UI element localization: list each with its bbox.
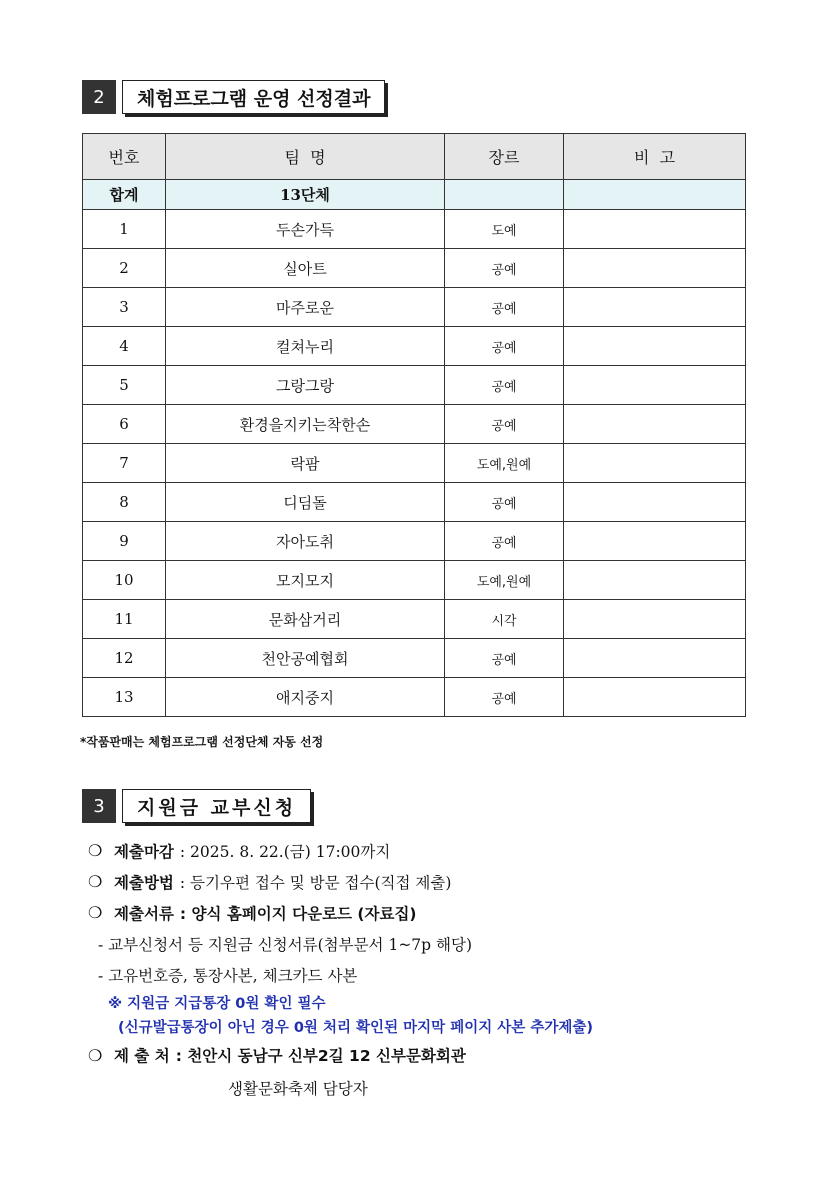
doc-item xyxy=(88,928,788,959)
row-number: 9 xyxy=(83,522,166,561)
header-remarks: 비 고 xyxy=(564,134,746,180)
row-number: 4 xyxy=(83,327,166,366)
row-remarks xyxy=(564,678,746,717)
circle-bullet-icon: ❍ xyxy=(88,903,103,922)
row-team-name: 모지모지 xyxy=(166,561,445,600)
row-number: 12 xyxy=(83,639,166,678)
warning-line-2 xyxy=(88,1014,788,1038)
row-team-name: 실아트 xyxy=(166,249,445,288)
row-team-name: 마주로운 xyxy=(166,288,445,327)
total-value: 13단체 xyxy=(166,180,445,210)
circle-bullet-icon: ❍ xyxy=(88,872,103,891)
row-genre: 공예 xyxy=(445,327,564,366)
row-number: 7 xyxy=(83,444,166,483)
table-row xyxy=(83,522,746,561)
section-2-header xyxy=(82,80,385,114)
row-remarks xyxy=(564,483,746,522)
row-number: 11 xyxy=(83,600,166,639)
row-team-name: 그랑그랑 xyxy=(166,366,445,405)
row-remarks xyxy=(564,405,746,444)
row-genre: 시각 xyxy=(445,600,564,639)
warning-detail-text: (신규발급통장이 아닌 경우 0원 처리 확인된 마지막 페이지 사본 추가제출) xyxy=(118,1019,593,1036)
row-team-name: 자아도취 xyxy=(166,522,445,561)
row-genre: 공예 xyxy=(445,405,564,444)
row-team-name: 문화삼거리 xyxy=(166,600,445,639)
row-genre: 도예,원예 xyxy=(445,444,564,483)
deadline-label: 제출마감 xyxy=(114,842,174,861)
total-genre-empty xyxy=(445,180,564,210)
table-row xyxy=(83,327,746,366)
total-remarks-empty xyxy=(564,180,746,210)
row-number: 6 xyxy=(83,405,166,444)
table-row xyxy=(83,288,746,327)
warning-text: ※ 지원금 지급통장 0원 확인 필수 xyxy=(108,995,326,1012)
row-genre: 공예 xyxy=(445,249,564,288)
header-genre: 장르 xyxy=(445,134,564,180)
row-team-name: 디딤돌 xyxy=(166,483,445,522)
section-number: 2 xyxy=(82,80,116,114)
deadline-value: : 2025. 8. 22.(금) 17:00까지 xyxy=(179,842,391,861)
total-row xyxy=(83,180,746,210)
doc-item xyxy=(88,959,788,990)
section-3-header xyxy=(82,789,311,823)
row-remarks xyxy=(564,444,746,483)
row-genre: 공예 xyxy=(445,678,564,717)
table-row xyxy=(83,678,746,717)
row-team-name: 애지중지 xyxy=(166,678,445,717)
table-row xyxy=(83,639,746,678)
row-team-name: 컬쳐누리 xyxy=(166,327,445,366)
row-remarks xyxy=(564,210,746,249)
row-team-name: 락팜 xyxy=(166,444,445,483)
row-remarks xyxy=(564,639,746,678)
table-row xyxy=(83,366,746,405)
row-remarks xyxy=(564,600,746,639)
row-number: 5 xyxy=(83,366,166,405)
table-row xyxy=(83,444,746,483)
documents-value: : 양식 홈페이지 다운로드 (자료집) xyxy=(179,904,417,923)
row-remarks xyxy=(564,366,746,405)
deadline-line xyxy=(88,835,788,866)
table-row xyxy=(83,600,746,639)
row-team-name: 환경을지키는착한손 xyxy=(166,405,445,444)
row-remarks xyxy=(564,249,746,288)
section-title: 지원금 교부신청 xyxy=(122,789,311,823)
row-genre: 공예 xyxy=(445,366,564,405)
circle-bullet-icon: ❍ xyxy=(88,1045,103,1065)
row-genre: 공예 xyxy=(445,483,564,522)
row-genre: 공예 xyxy=(445,639,564,678)
place-label: 제 출 처 xyxy=(114,1047,170,1065)
row-genre: 공예 xyxy=(445,288,564,327)
method-value: : 등기우편 접수 및 방문 접수(직접 제출) xyxy=(179,873,452,892)
circle-bullet-icon: ❍ xyxy=(88,841,103,860)
table-row xyxy=(83,405,746,444)
row-number: 3 xyxy=(83,288,166,327)
row-number: 8 xyxy=(83,483,166,522)
selection-result-table xyxy=(82,133,746,717)
doc-item-text: - 고유번호증, 통장사본, 체크카드 사본 xyxy=(98,966,358,985)
row-remarks xyxy=(564,561,746,600)
table-row xyxy=(83,561,746,600)
row-genre: 공예 xyxy=(445,522,564,561)
doc-item-text: - 교부신청서 등 지원금 신청서류(첨부문서 1~7p 해당) xyxy=(98,935,473,954)
row-remarks xyxy=(564,522,746,561)
selection-note: *작품판매는 체험프로그램 선정단체 자동 선정 xyxy=(80,735,324,749)
table-row xyxy=(83,210,746,249)
documents-line xyxy=(88,897,788,928)
row-number: 10 xyxy=(83,561,166,600)
row-genre: 도예 xyxy=(445,210,564,249)
header-team: 팀 명 xyxy=(166,134,445,180)
place-value: : 천안시 동남구 신부2길 12 신부문화회관 xyxy=(175,1047,466,1065)
row-team-name: 두손가득 xyxy=(166,210,445,249)
row-remarks xyxy=(564,327,746,366)
table-row xyxy=(83,483,746,522)
row-genre: 도예,원예 xyxy=(445,561,564,600)
row-remarks xyxy=(564,288,746,327)
contact-line xyxy=(88,1072,788,1103)
total-label: 합계 xyxy=(83,180,166,210)
place-line xyxy=(88,1038,788,1072)
application-details xyxy=(88,835,788,1103)
section-number: 3 xyxy=(82,789,116,823)
method-line xyxy=(88,866,788,897)
section-title: 체험프로그램 운영 선정결과 xyxy=(122,80,385,114)
header-no: 번호 xyxy=(83,134,166,180)
documents-label: 제출서류 xyxy=(114,904,174,923)
table-row xyxy=(83,249,746,288)
table-header-row xyxy=(83,134,746,180)
row-team-name: 천안공예협회 xyxy=(166,639,445,678)
row-number: 13 xyxy=(83,678,166,717)
row-number: 2 xyxy=(83,249,166,288)
row-number: 1 xyxy=(83,210,166,249)
method-label: 제출방법 xyxy=(114,873,174,892)
warning-line-1 xyxy=(88,990,788,1014)
contact-text: 생활문화축제 담당자 xyxy=(228,1079,368,1098)
